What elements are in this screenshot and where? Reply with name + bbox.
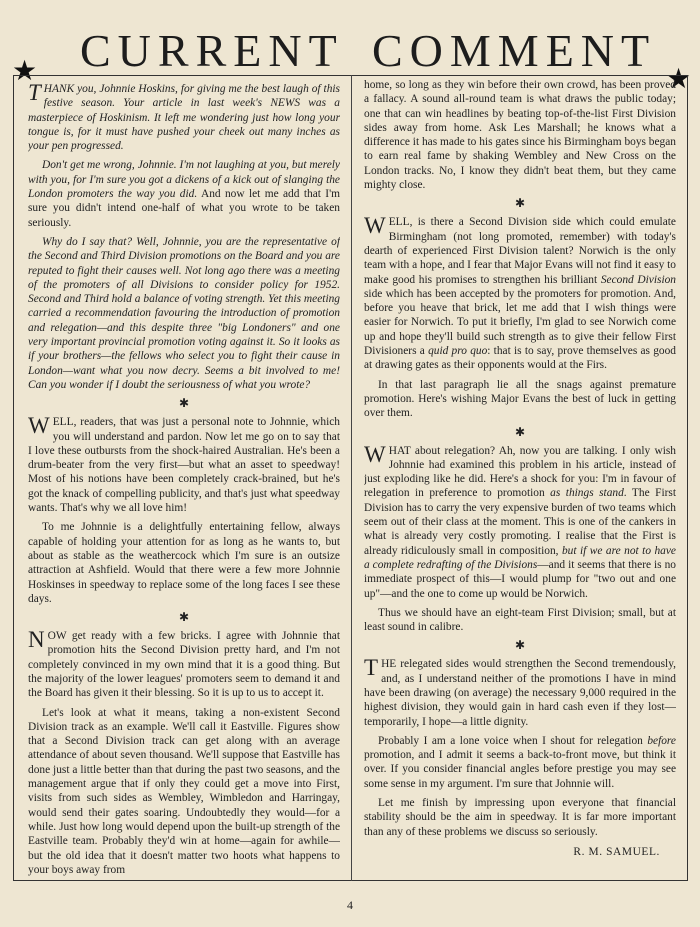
cap-word: ELL, <box>52 416 77 429</box>
paragraph <box>364 215 676 372</box>
emphasis: as things stand <box>550 487 624 500</box>
separator-star-icon: ✱ <box>178 610 190 625</box>
paragraph-text: readers, that was just a personal note to Johnnie, which you will understand and pardon. Now let me go on to say that I love these outbursts from the shock-haired Australian. He's been a drum-beater from the very first—but what an asset to speedway! Most of his notions have been completely crack-brained, but he's got the knack of compelling publicity, and that's just what speedway wants. That's why we all love him! <box>28 416 340 515</box>
paragraph <box>28 158 340 229</box>
separator-star-icon: ✱ <box>514 196 526 211</box>
cap-word: ELL, <box>388 216 413 229</box>
emphasis: quid pro quo <box>428 345 488 358</box>
paragraph-text: : that is to say, prove themselves as good at drawing gates as their opponents would at the Firs. <box>364 345 676 372</box>
paragraph-text: about relegation? Ah, now you are talking. I only wish Johnnie had examined this problem in his article, instead of just exploding like he did. Here's a shock for you: I'm in favour of relegation in preference to promotion <box>364 444 676 500</box>
paragraph-text: HANK you, Johnnie Hoskins, for giving me the best laugh of this festive season. Your article in last week's NEWS was a masterpiece of Hoskinism. It left me wondering just how long your tongue is, for it must have pushed your cheek out many inches as your pen progressed. <box>28 83 340 153</box>
emphasis: but if we are not to have a complete redrafting of the Divisions <box>364 544 676 571</box>
emphasis: Second Division <box>600 273 676 286</box>
title-word-comment: COMMENT <box>372 25 657 76</box>
masthead <box>0 6 700 95</box>
paragraph <box>364 734 676 791</box>
right-column <box>364 78 676 876</box>
drop-cap: N <box>28 627 45 653</box>
drop-cap: W <box>28 413 50 439</box>
paragraph-text: —and it seems that there is no immediate prospect of this—I would plump for "two out and one up"—and the one to come up would be Norwich. <box>364 558 676 600</box>
drop-cap: W <box>364 213 386 239</box>
paragraph: Let's look at what it means, taking a non-existent Second Division track as an example. We'll call it Eastville. Figures show that a Second Division track can get along with an average attendance of about seven thousand. We'll suppose that Eastville has done just a little better than that during the past two seasons, and the management argue that if only they could get a move into First, visits from such sides as Wembley, Wimbledon and Harringay, would send their gates soaring. Undoubtedly they would—for a while. Just how long would depend upon the built-up strength of the Eastville team. Probably they'd win at home—again for awhile—but the old idea that it doesn't matter two hoots what happens to your boys away from <box>28 706 340 876</box>
paragraph-text: And now let me add that I'm sure you didn't intend one-half of what you wrote to be taken seriously. <box>28 188 340 229</box>
paragraph <box>364 441 676 601</box>
cap-word: OW <box>47 630 67 643</box>
paragraph-text: is there a Second Division side which could emulate Birmingham (not long promoted, remember) with today's dearth of experienced First Division talent? Norwich is the only team with a hope, and I fear that Major Evans will not find it easy to make good his promises to strengthen his brilliant <box>364 216 676 286</box>
separator-star-icon: ✱ <box>514 638 526 653</box>
paragraph-text: promotion, and I admit it seems a back-to-front move, but think it over. If you consider financial angles before prestige you may see some sense in my argument. I'm sure that Johnnie will. <box>364 749 676 790</box>
paragraph <box>28 82 340 153</box>
drop-cap: T <box>364 655 379 681</box>
paragraph: Why do I say that? Well, Johnnie, you are the representative of the Second and Third Division promotions on the Board and you are reputed to fight their causes well. Not long ago there was a meeting of the promoters of all Divisions to consider policy for 1952. Second and Third hold a balance of voting strength. Yet this meeting carried a recommendation favouring the introduction of promotion and relegation—and this despite three "big Londoners" and one very important provincial promotion voting against it. So it looks as if your brothers—the fellows who select you to fight their cause in London—want what you now decry. Seems a bit involved to me! Can you wonder if I doubt the seriousness of what you wrote? <box>28 235 340 391</box>
paragraph-text: side which has been accepted by the promoters for promotion. And, before you heave that brick, let me add that I wish things were easier for Norwich. To put it briefly, I'm glad to see Norwich come up and hope they'll build such strength as to give their fellow First Divisioners a <box>364 287 676 358</box>
left-column <box>28 82 340 878</box>
column-divider <box>351 75 352 881</box>
star-icon-right: ★ <box>666 64 692 95</box>
paragraph: Let me finish by impressing upon everyone that financial stability should be the aim in speedway. It is far more important than any of these problems we discuss so seriously. <box>364 797 676 838</box>
paragraph: To me Johnnie is a delightfully entertaining fellow, always capable of holding your attention for as long as he wants to, but about as stable as the weathercock which I'm sure is an outsize attraction at Ashfield. Would that there were a few more Johnnie Hoskinses in speedway to replace some of the long faces I see these days. <box>28 521 340 605</box>
author-signature: R. M. SAMUEL. <box>573 845 660 858</box>
cap-word: HAT <box>388 444 411 457</box>
paragraph-text: Probably I am a lone voice when I shout for relegation <box>378 734 648 747</box>
paragraph <box>364 657 676 728</box>
drop-cap: W <box>364 441 386 467</box>
cap-word: HE <box>381 658 397 671</box>
paragraph: Thus we should have an eight-team First Division; small, but at least sound in calibre. <box>364 606 676 634</box>
separator-star-icon: ✱ <box>514 424 526 439</box>
page-number: 4 <box>347 898 353 912</box>
paragraph-text: get ready with a few bricks. I agree with Johnnie that promotion hits the Second Division pretty hard, and I'm not completely convinced in my own mind that it is a good thing. But the majority of the lower leagues' promoters seem to demand it and the Board has given it their blessing. So it is up to us to accept it. <box>28 630 340 700</box>
paragraph: home, so long as they win before their own crowd, has been proved a fallacy. A sound all-round team is what draws the public today; one that can win headlines by beating top-of-the-list First Division sides away from home. Ask Les Marshall; he knows what a difference it has made to his gates since his Birmingham boys began to earn real fame by shaking Wembley and New Cross on the London tracks. No, I know they didn't beat them, but they came mighty close. <box>364 79 676 192</box>
paragraph-text: . The First Division has to carry the very expensive burden of two teams which seem out of their class at the moment. This is one of the cankers in what is already very costly promoting. I realise that the First is already ridiculously small in composition, <box>364 487 676 557</box>
title-word-current: CURRENT <box>80 25 344 76</box>
drop-cap: T <box>28 82 41 105</box>
paragraph <box>28 415 340 515</box>
paragraph-text: Don't get me wrong, Johnnie. I'm not laughing at you, but merely with you, for I'm sure you got a dickens of a kick out of slanging the London promoters the way you did. <box>28 159 340 201</box>
star-icon-left: ★ <box>12 56 38 87</box>
paragraph <box>28 629 340 700</box>
paragraph-text: relegated sides would strengthen the Second tremendously, and, as I understand neither of the promotions I have in mind have been drawing (on average) the necessary 9,000 required in the highest division, they would gain in hard cash even if they lost—temporarily, I hope—a little dignity. <box>364 658 676 728</box>
emphasis: before <box>647 734 676 747</box>
paragraph: In that last paragraph lie all the snags against premature promotion. Here's wishing Major Evans the best of luck in getting over them. <box>364 378 676 420</box>
separator-star-icon: ✱ <box>178 396 190 411</box>
